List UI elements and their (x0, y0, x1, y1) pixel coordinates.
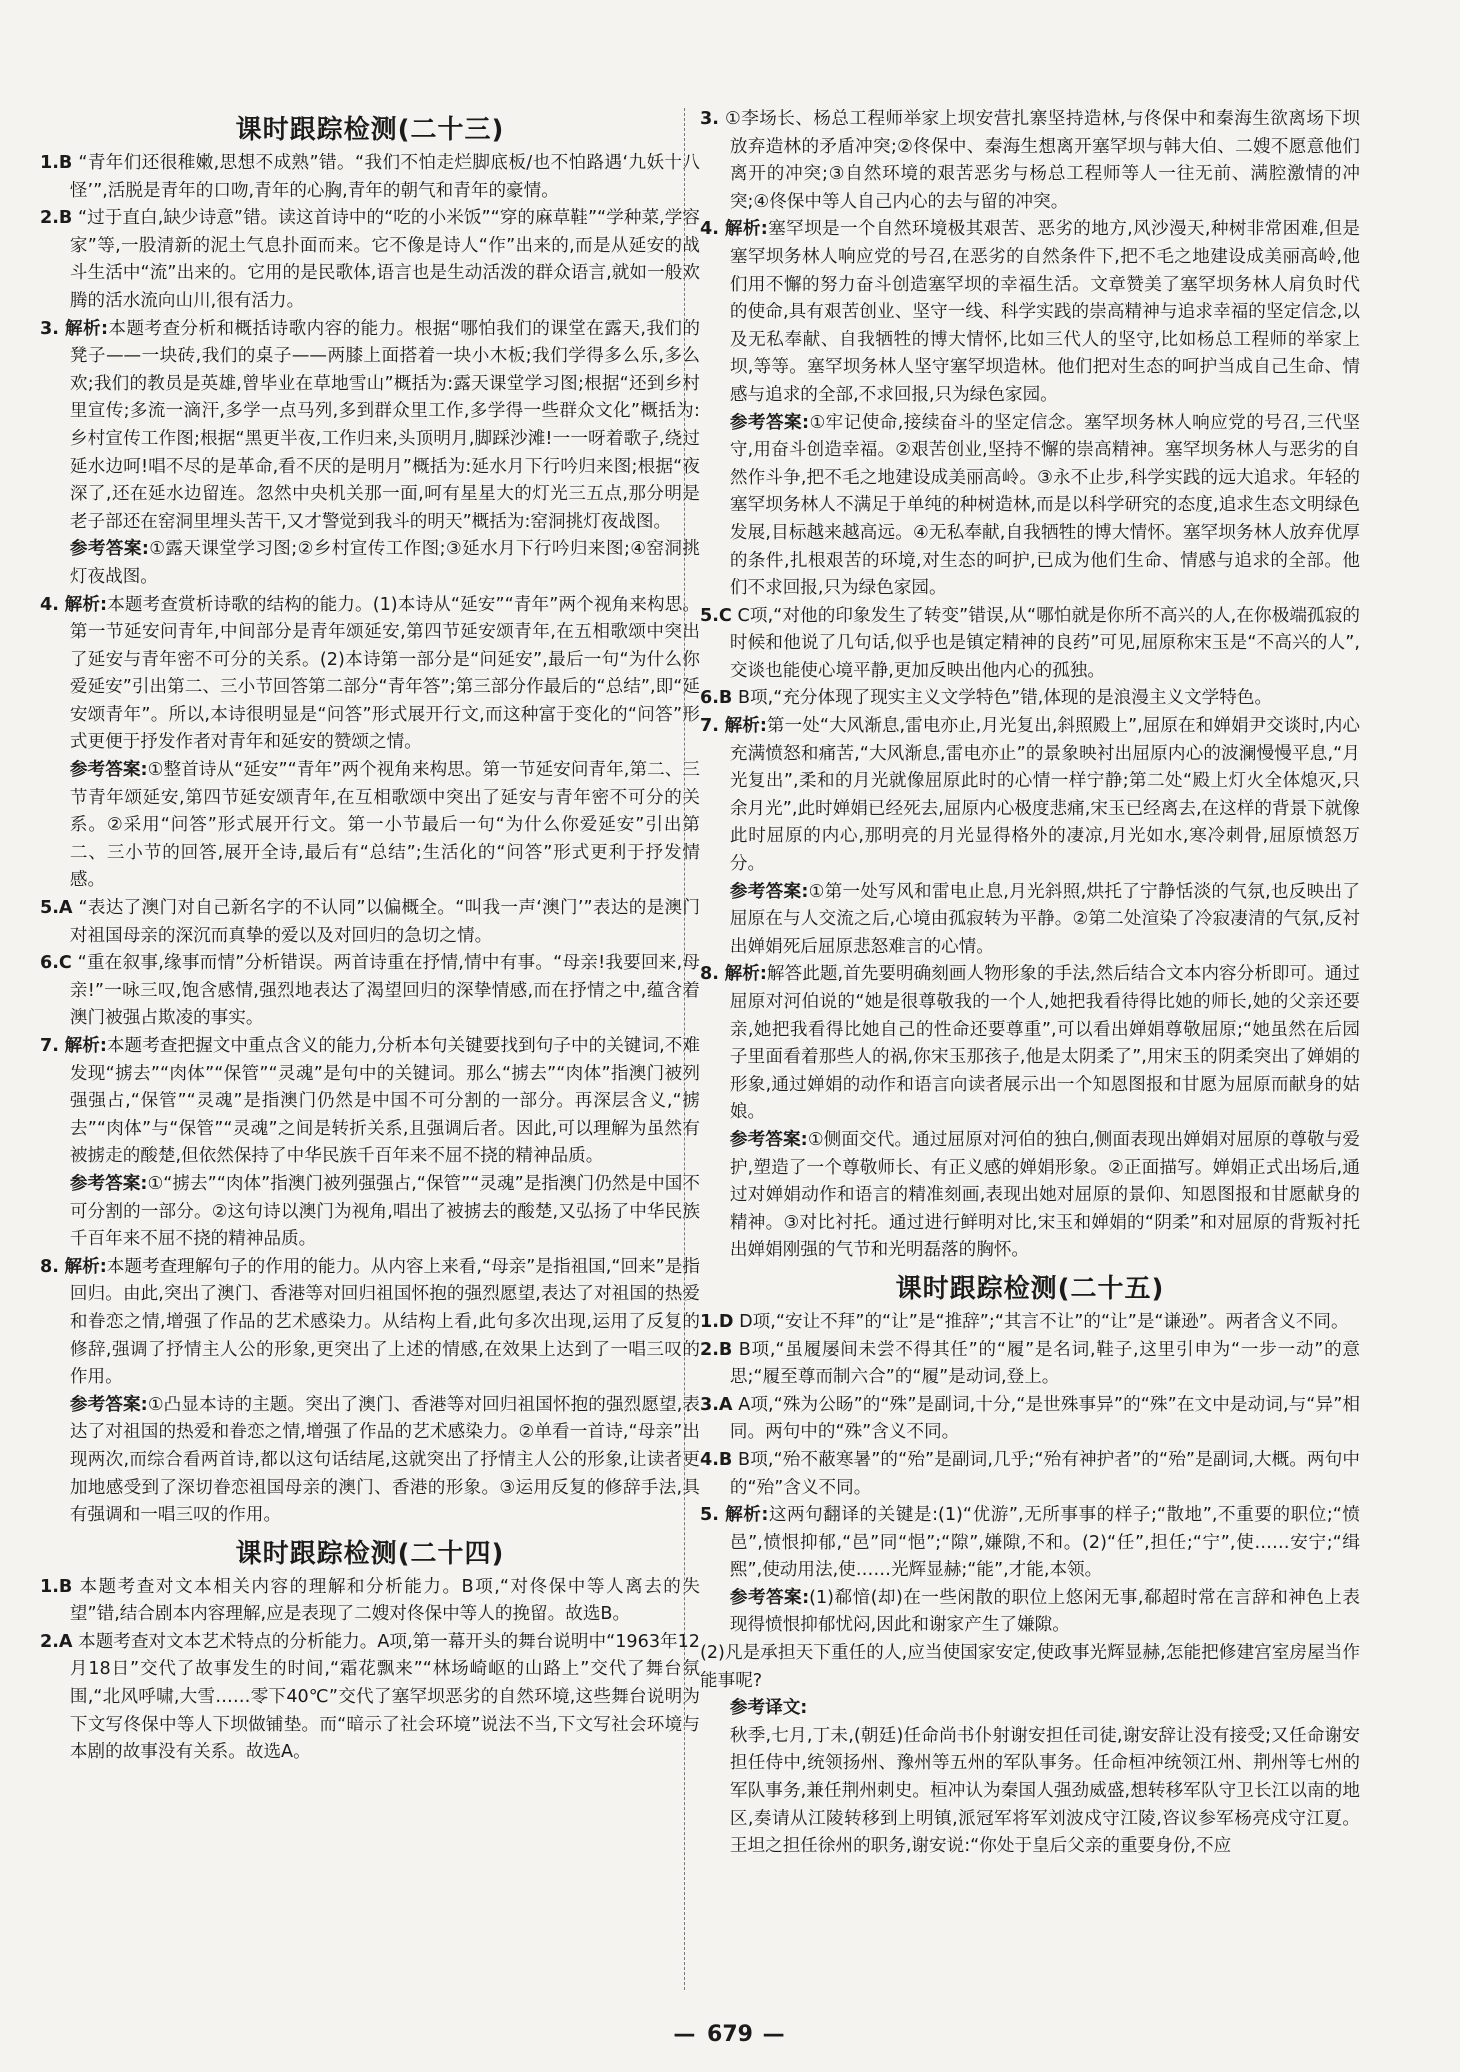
item-label: 解析: (64, 594, 108, 615)
item-number: 2.B (700, 1339, 733, 1360)
item-label: 参考答案: (69, 1173, 148, 1194)
item-text: ①李场长、杨总工程师举家上坝安营扎寨坚持造林,与佟保中和秦海生欲离场下坝放弃造林的矛盾冲突;②佟保中、秦海生想离开塞罕坝与韩大伯、二嫂不愿意他们离开的冲突;③自然环境的艰苦恶劣与杨总工程师等人一往无前、满腔激情的冲突;④佟保中等人自己内心的去与留的冲突。 (724, 109, 1361, 212)
item-label: 参考答案: (729, 412, 810, 433)
answer-list-24 (40, 1574, 700, 1767)
item-text: “青年们还很稚嫩,思想不成熟”错。“我们不怕走烂脚底板/也不怕路遇‘九妖十八怪’”,活脱是青年的口吻,青年的心胸,青年的朝气和青年的豪情。 (69, 153, 700, 201)
item-text: 本题考查对文本艺术特点的分析能力。A项,第一幕开头的舞台说明中“1963年12月18日”交代了故事发生的时间,“霜花飘来”“林场崎岖的山路上”交代了舞台氛围,“北风呼啸,大雪……零下40℃”交代了塞罕坝恶劣的自然环境,这些舞台说明为下文写佟保中等人下坝做铺垫。而“暗示了社会环境”说法不当,下文写社会环境与本剧的故事没有关系。故选A。 (69, 1631, 700, 1763)
left-column (40, 112, 700, 1767)
item-label: 解析: (724, 964, 767, 985)
item-number: 4.B (700, 1449, 733, 1470)
item-text: ①牢记使命,接续奋斗的坚定信念。塞罕坝务林人响应党的号召,三代坚守,用奋斗创造幸福。②艰苦创业,坚持不懈的崇高精神。塞罕坝务林人与恶劣的自然作斗争,把不毛之地建设成美丽高岭。③永不止步,科学实践的远大追求。年轻的塞罕坝务林人不满足于单纯的种树造林,而是以科学研究的态度,追求生态文明绿色发展,目标越来越高远。④无私奉献,自我牺牲的博大情怀。塞罕坝务林人放弃优厚的条件,扎根艰苦的环境,对生态的呵护,已成为他们生命、情感与追求的全部。他们不求回报,只为绿色家园。 (729, 412, 1360, 599)
item-number: 1.B (40, 1576, 73, 1597)
item-number: 6.B (700, 688, 733, 709)
answer-paragraph (700, 1127, 1360, 1265)
answer-item (40, 592, 700, 758)
item-number: 2.A (40, 1631, 73, 1652)
answer-item (40, 1033, 700, 1171)
item-number: 8. (700, 964, 719, 985)
answer-list-23 (40, 150, 700, 1530)
item-text: ①凸显本诗的主题。突出了澳门、香港等对回归祖国怀抱的强烈愿望,表达了对祖国的热爱和眷恋之情,增强了作品的艺术感染力。②单看一首诗,“母亲”出现两次,而综合看两首诗,都以这句话结尾,这就突出了抒情主人公的形象,让读者更加地感受到了深切眷恋祖国母亲的澳门、香港的形象。③运用反复的修辞手法,具有强调和一唱三叹的作用。 (69, 1394, 700, 1526)
item-text: 第一处“大风渐息,雷电亦止,月光复出,斜照殿上”,屈原在和婵娟尹交谈时,内心充满愤怒和痛苦,“大风渐息,雷电亦止”的景象映衬出屈原内心的波澜慢慢平息,“月光复出”,柔和的月光就像屈原此时的心情一样宁静;第二处“殿上灯火全体熄灭,只余月光”,此时婵娟已经死去,屈原内心极度悲痛,宋玉已经离去,在这样的背景下就像此时屈原的内心,那明亮的月光显得格外的凄凉,月光如水,寒冷刺骨,屈原愤怒万分。 (729, 716, 1360, 875)
page-number-value: 679 (707, 2022, 753, 2047)
answer-list-24-continued (700, 106, 1360, 1265)
item-number: 5.A (40, 898, 73, 919)
item-number: 1.D (700, 1311, 734, 1332)
item-label: 解析: (725, 1505, 769, 1526)
item-label: 参考译文: (729, 1698, 808, 1719)
answer-item (700, 1447, 1360, 1502)
answer-paragraph (700, 1585, 1360, 1640)
answer-item (700, 1309, 1360, 1337)
answer-item (40, 1254, 700, 1392)
item-text: D项,“安让不拜”的“让”是“推辞”;“其言不让”的“让”是“谦逊”。两者含义不同。 (739, 1311, 1349, 1332)
item-text: 解答此题,首先要明确刻画人物形象的手法,然后结合文本内容分析即可。通过屈原对河伯说的“她是很尊敬我的一个人,她把我看待得比她的师长,她的父亲还要亲,她把我看得比她自己的性命还要尊重”,可以看出婵娟尊敬屈原;“她虽然在后园子里面看着那些人的祸,你宋玉那孩子,他是太阴柔了”,用宋玉的阴柔突出了婵娟的形象,通过婵娟的动作和语言向读者展示出一个知恩图报和甘愿为屈原而献身的姑娘。 (729, 964, 1360, 1123)
item-number: 2.B (40, 208, 73, 229)
item-text: (1)郗愔(却)在一些闲散的职位上悠闲无事,郗超时常在言辞和神色上表现得愤恨抑郁忧闷,因此和谢家产生了嫌隙。 (729, 1587, 1360, 1636)
answer-item (700, 1337, 1360, 1392)
answer-list-25 (700, 1309, 1360, 1861)
answer-item (700, 603, 1360, 686)
item-number: 6.C (40, 953, 72, 974)
answer-item (40, 895, 700, 950)
item-number: 5.C (700, 605, 732, 626)
item-text: ①露天课堂学习图;②乡村宣传工作图;③延水月下行吟归来图;④窑洞挑灯夜战图。 (69, 539, 700, 587)
item-text: ①“掳去”“肉体”指澳门被列强强占,“保管”“灵魂”是指澳门仍然是中国不可分割的一部分。②这句诗以澳门为视角,唱出了被掳去的酸楚,又弘扬了中华民族千百年来不屈不挠的精神品质。 (69, 1173, 700, 1250)
item-text: ①侧面交代。通过屈原对河伯的独白,侧面表现出婵娟对屈原的尊敬与爱护,塑造了一个尊敬师长、有正义感的婵娟形象。②正面描写。婵娟正式出场后,通过对婵娟动作和语言的精准刻画,表现出她对屈原的景仰、知恩图报和甘愿献身的精神。③对比衬托。通过进行鲜明对比,宋玉和婵娟的“阴柔”和对屈原的背叛衬托出婵娟刚强的气节和光明磊落的胸怀。 (729, 1129, 1360, 1261)
item-text: C项,“对他的印象发生了转变”错误,从“哪怕就是你所不高兴的人,在你极端孤寂的时候和他说了几句话,似乎也是镇定精神的良药”可见,屈原称宋玉是“不高兴的人”,交谈也能使心境平静,更加反映出他内心的孤独。 (729, 605, 1360, 681)
answer-paragraph (40, 536, 700, 591)
answer-item (40, 1574, 700, 1629)
item-text: 本题考查对文本相关内容的理解和分析能力。B项,“对佟保中等人离去的失望”错,结合剧本内容理解,应是表现了二嫂对佟保中等人的挽留。故选B。 (69, 1576, 701, 1625)
answer-paragraph (40, 1171, 700, 1254)
item-text: 本题考查把握文中重点含义的能力,分析本句关键要找到句子中的关键词,不难发现“掳去”“肉体”“保管”“灵魂”是句中的关键词。那么“掳去”“肉体”指澳门被列强强占,“保管”“灵魂”是指澳门仍然是中国不可分割的一部分。再深层含义,“掳去”“肉体”与“保管”“灵魂”之间是转折关系,且强调后者。因此,可以理解为虽然有被掳走的酸楚,但依然保持了中华民族千百年来不屈不挠的精神品质。 (69, 1036, 700, 1167)
answer-paragraph (700, 1695, 1360, 1723)
item-label: 解析: (64, 318, 109, 339)
item-text: 本题考查赏析诗歌的结构的能力。(1)本诗从“延安”“青年”两个视角来构思。第一节延安问青年,中间部分是青年颂延安,第四节延安颂青年,在五相歌颂中突出了延安与青年密不可分的关系。(2)本诗第一部分是“问延安”,最后一句“为什么你爱延安”引出第二、三小节回答第二部分“青年答”;第三部分作最后的“总结”,即“延安颂青年”。所以,本诗很明显是“问答”形式展开行文,而这种富于变化的“问答”形式更便于抒发作者对青年和延安的赞颂之情。 (69, 594, 700, 753)
answer-item (40, 950, 700, 1033)
item-label: 参考答案: (729, 1129, 808, 1150)
item-label: 解析: (64, 1036, 107, 1056)
item-text: 塞罕坝是一个自然环境极其艰苦、恶劣的地方,风沙漫天,种树非常困难,但是塞罕坝务林人响应党的号召,在恶劣的自然条件下,把不毛之地建设成美丽高岭,他们用不懈的努力奋斗创造塞罕坝的幸福生活。文章赞美了塞罕坝务林人肩负时代的使命,具有艰苦创业、坚守一线、科学实践的崇高精神与追求幸福的坚定信念,以及无私奉献、自我牺牲的博大情怀,比如三代人的坚守,比如杨总工程师的举家上坝,等等。塞罕坝务林人坚守塞罕坝造林。他们把对生态的呵护当成自己生命、情感与追求的全部,不求回报,只为绿色家园。 (729, 219, 1361, 405)
item-number: 3. (700, 109, 719, 129)
item-number: 8. (40, 1256, 59, 1277)
answer-item (40, 316, 700, 537)
answer-paragraph (700, 1640, 1360, 1695)
answer-item (40, 1629, 700, 1767)
item-text: (2)凡是承担天下重任的人,应当使国家安定,使政事光辉显赫,怎能把修建宫室房屋当作能事呢? (700, 1643, 1360, 1691)
answer-paragraph (700, 410, 1360, 603)
item-number: 4. (700, 219, 719, 240)
page-number: — 679 — (673, 2022, 787, 2047)
answer-item (700, 685, 1360, 713)
answer-paragraph (40, 757, 700, 895)
item-text: 这两句翻译的关键是:(1)“优游”,无所事事的样子;“散地”,不重要的职位;“愤邑”,愤恨抑郁,“邑”同“悒”;“隙”,嫌隙,不和。(2)“任”,担任;“宁”,使……安宁;“缉熙”,使动用法,使……光辉显赫;“能”,才能,本领。 (729, 1505, 1361, 1581)
item-text: 秋季,七月,丁未,(朝廷)任命尚书仆射谢安担任司徒,谢安辞让没有接受;又任命谢安担任侍中,统领扬州、豫州等五州的军队事务。任命桓冲统领江州、荆州等七州的军队事务,兼任荆州刺史。桓冲认为秦国人强劲威盛,想转移军队守卫长江以南的地区,奏请从江陵转移到上明镇,派冠军将军刘波戍守江陵,咨议参军杨亮戍守江夏。王坦之担任徐州的职务,谢安说:“你处于皇后父亲的重要身份,不应 (729, 1725, 1360, 1857)
item-label: 参考答案: (69, 1394, 148, 1415)
item-text: ①第一处写风和雷电止息,月光斜照,烘托了宁静恬淡的气氛,也反映出了屈原在与人交流之后,心境由孤寂转为平静。②第二处渲染了冷寂凄清的气氛,反衬出婵娟死后屈原悲怒难言的心情。 (729, 881, 1360, 957)
item-label: 参考答案: (69, 539, 149, 560)
item-label: 参考答案: (729, 881, 809, 902)
item-text: “重在叙事,缘事而情”分析错误。两首诗重在抒情,情中有事。“母亲!我要回来,母亲!”一咏三叹,饱含感情,强烈地表达了渴望回归的深挚情感,而在抒情之中,蕴含着澳门被强占欺凌的事实。 (69, 953, 700, 1029)
item-text: 本题考查分析和概括诗歌内容的能力。根据“哪怕我们的课堂在露天,我们的凳子——一块砖,我们的桌子——两膝上面搭着一块小木板;我们学得多么乐,多么欢;我们的教员是英雄,曾毕业在草地雪山”概括为:露天课堂学习图;根据“还到乡村里宣传;多流一滴汗,多学一点马列,多到群众里工作,多学得一些群众文化”概括为:乡村宣传工作图;根据“黑更半夜,工作归来,头顶明月,脚踩沙滩!一一呀着歌子,绕过延水边呵!唱不尽的是革命,看不厌的是明月”概括为:延水月下行吟归来图;根据“夜深了,还在延水边留连。忽然中央机关那一面,呵有星星大的灯光三五点,那分明是老子部还在窑洞里埋头苦干,又才警觉到我斗的明天”概括为:窑洞挑灯夜战图。 (69, 318, 700, 532)
answer-paragraph (700, 1723, 1360, 1861)
answer-item (700, 106, 1360, 216)
answer-item (700, 216, 1360, 409)
answer-item (40, 150, 700, 205)
answer-paragraph (700, 879, 1360, 962)
item-number: 3.A (700, 1394, 733, 1415)
answer-item (700, 961, 1360, 1127)
item-text: “表达了澳门对自己新名字的不认同”以偏概全。“叫我一声‘澳门’”表达的是澳门对祖国母亲的深沉而真挚的爱以及对回归的急切之情。 (69, 898, 701, 946)
section-title-24: 课时跟踪检测(二十四) (235, 1538, 505, 1569)
item-label: 解析: (724, 716, 767, 737)
item-label: 解析: (724, 219, 768, 240)
item-number: 7. (40, 1036, 59, 1056)
section-title-25: 课时跟踪检测(二十五) (895, 1273, 1165, 1304)
answer-paragraph (40, 1392, 700, 1530)
item-number: 7. (700, 716, 719, 737)
item-number: 4. (40, 594, 59, 615)
item-text: B项,“充分体现了现实主义文学特色”错,体现的是浪漫主义文学特色。 (737, 688, 1273, 709)
section-title-23: 课时跟踪检测(二十三) (235, 115, 505, 145)
item-text: “过于直白,缺少诗意”错。读这首诗中的“吃的小米饭”“穿的麻草鞋”“学种菜,学容家”等,一股清新的泥土气息扑面而来。它不像是诗人“作”出来的,而是从延安的战斗生活中“流”出来的。它用的是民歌体,语言也是生动活泼的群众语言,就如一般欢腾的活水流向山川,很有活力。 (69, 208, 700, 311)
answer-item (40, 205, 700, 315)
item-text: A项,“殊为公旸”的“殊”是副词,十分,“是世殊事异”的“殊”在文中是动词,与“异”相同。两句中的“殊”含义不同。 (729, 1394, 1360, 1443)
item-number: 1.B (40, 153, 73, 173)
answer-item (700, 713, 1360, 879)
item-number: 3. (40, 318, 59, 339)
answer-item (700, 1392, 1360, 1447)
item-text: B项,“殆不蔽寒暑”的“殆”是副词,几乎;“殆有神护者”的“殆”是副词,大概。两句中的“殆”含义不同。 (729, 1449, 1360, 1498)
item-label: 参考答案: (69, 760, 148, 781)
item-label: 参考答案: (729, 1587, 810, 1608)
answer-item (700, 1502, 1360, 1585)
item-text: ①整首诗从“延安”“青年”两个视角来构思。第一节延安问青年,第二、三节青年颂延安,第四节延安颂青年,在互相歌颂中突出了延安与青年密不可分的关系。②采用“问答”形式展开行文。第一小节最后一句“为什么你爱延安”引出第二、三小节的回答,展开全诗,最后有“总结”;生活化的“问答”形式更利于抒发情感。 (69, 760, 700, 891)
right-column (700, 106, 1360, 1861)
item-number: 5. (700, 1505, 719, 1526)
item-text: 本题考查理解句子的作用的能力。从内容上来看,“母亲”是指祖国,“回来”是指回归。由此,突出了澳门、香港等对回归祖国怀抱的强烈愿望,表达了对祖国的热爱和眷恋之情,增强了作品的艺术感染力。从结构上看,此句多次出现,运用了反复的修辞,强调了抒情主人公的形象,更突出了上述的情感,在效果上达到了一唱三叹的作用。 (69, 1256, 700, 1388)
item-text: B项,“虽履屡间未尝不得其任”的“履”是名词,鞋子,这里引申为“一步一动”的意思;“履至尊而制六合”的“履”是动词,登上。 (729, 1339, 1360, 1388)
item-label: 解析: (64, 1256, 107, 1277)
